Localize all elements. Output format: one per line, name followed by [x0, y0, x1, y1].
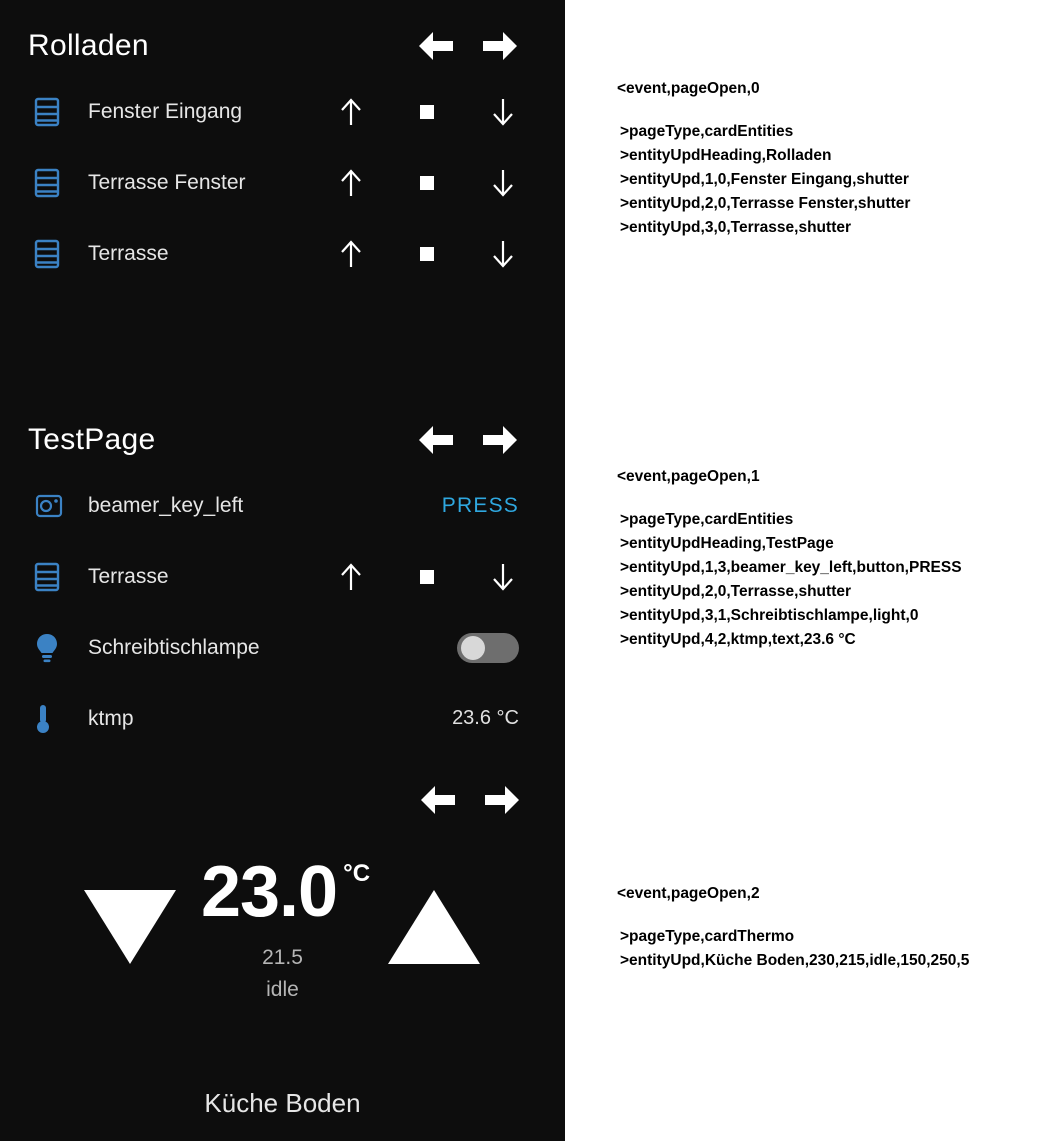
- log-line: >entityUpd,2,0,Terrasse Fenster,shutter: [620, 195, 911, 213]
- log-event: <event,pageOpen,0: [617, 80, 760, 97]
- panel-header: [0, 16, 565, 76]
- nav-arrows: [419, 783, 521, 817]
- shutter-icon: [34, 239, 80, 269]
- log-line: >entityUpd,Küche Boden,230,215,idle,150,250,5: [620, 952, 970, 970]
- temperature-unit: °C: [343, 860, 371, 887]
- list-item[interactable]: [34, 612, 541, 683]
- log-lines: [617, 925, 969, 973]
- list-item[interactable]: [34, 218, 541, 289]
- shutter-controls: [311, 168, 541, 198]
- log-line: >entityUpd,3,1,Schreibtischlampe,light,0: [620, 607, 919, 625]
- log-line: >entityUpd,1,3,beamer_key_left,button,PRESS: [620, 559, 962, 577]
- card-entities-testpage: [0, 410, 565, 754]
- thermo-state: idle: [266, 978, 299, 1001]
- list-item-label: Terrasse: [88, 564, 169, 588]
- shutter-controls: [311, 562, 541, 592]
- light-control: [311, 633, 541, 663]
- shutter-icon: [34, 562, 80, 592]
- list-item[interactable]: [34, 470, 541, 541]
- shutter-down-icon[interactable]: [465, 97, 541, 127]
- log-line: >pageType,cardEntities: [620, 511, 794, 528]
- log-event: <event,pageOpen,1: [617, 468, 760, 485]
- list-item[interactable]: [34, 147, 541, 218]
- shutter-up-icon[interactable]: [313, 562, 389, 592]
- shutter-icon: [34, 97, 80, 127]
- previous-page-icon[interactable]: [419, 783, 457, 817]
- shutter-down-icon[interactable]: [465, 168, 541, 198]
- previous-page-icon[interactable]: [417, 423, 455, 457]
- current-temperature: [0, 852, 565, 932]
- card-thermo: [0, 772, 565, 1118]
- thermo-name: Küche Boden: [204, 1088, 361, 1118]
- list-item-label: Fenster Eingang: [88, 99, 243, 123]
- list-item-label: beamer_key_left: [88, 493, 244, 517]
- list-item[interactable]: [34, 541, 541, 612]
- log-block: [617, 80, 910, 240]
- bulb-icon: [34, 632, 80, 664]
- entity-rows: [0, 470, 565, 754]
- current-temperature-value: 23.0: [200, 852, 338, 932]
- nav-arrows: [417, 29, 519, 63]
- light-toggle[interactable]: [457, 633, 519, 663]
- list-item-label: Schreibtischlampe: [88, 635, 260, 659]
- log-lines: [617, 120, 910, 240]
- log-panel: [565, 0, 1045, 1141]
- next-page-icon[interactable]: [481, 423, 519, 457]
- log-block: [617, 885, 969, 973]
- shutter-up-icon[interactable]: [313, 239, 389, 269]
- toggle-knob: [461, 636, 485, 660]
- beamer-icon: [34, 491, 80, 521]
- log-line: >entityUpdHeading,TestPage: [620, 535, 834, 553]
- shutter-up-icon[interactable]: [313, 97, 389, 127]
- shutter-icon: [34, 168, 80, 198]
- shutter-up-icon[interactable]: [313, 168, 389, 198]
- log-lines: [617, 508, 962, 652]
- log-line: >pageType,cardThermo: [620, 928, 795, 945]
- press-button[interactable]: PRESS: [441, 493, 519, 517]
- log-line: >pageType,cardEntities: [620, 123, 794, 140]
- shutter-stop-icon[interactable]: [389, 243, 465, 265]
- target-temperature: 21.5: [262, 946, 303, 969]
- page-title: TestPage: [28, 423, 156, 456]
- list-item-label: ktmp: [88, 706, 134, 730]
- next-page-icon[interactable]: [483, 783, 521, 817]
- list-item[interactable]: [34, 76, 541, 147]
- thermo-body: [0, 828, 565, 1058]
- log-line: >entityUpdHeading,Rolladen: [620, 147, 832, 165]
- entity-value: 23.6 °C: [452, 707, 519, 729]
- page-title: Rolladen: [28, 29, 149, 62]
- toggle-wrap: [311, 633, 541, 663]
- log-line: >entityUpd,3,0,Terrasse,shutter: [620, 219, 852, 237]
- log-line: >entityUpd,1,0,Fenster Eingang,shutter: [620, 171, 909, 189]
- shutter-down-icon[interactable]: [465, 239, 541, 269]
- entity-rows: [0, 76, 565, 289]
- card-entities-rolladen: [0, 16, 565, 289]
- shutter-stop-icon[interactable]: [389, 172, 465, 194]
- list-item-label: Terrasse Fenster: [88, 170, 246, 194]
- log-block: [617, 468, 962, 652]
- log-line: >entityUpd,4,2,ktmp,text,23.6 °C: [620, 631, 856, 649]
- log-event: <event,pageOpen,2: [617, 885, 760, 902]
- panel-header: [0, 410, 565, 470]
- shutter-down-icon[interactable]: [465, 562, 541, 592]
- shutter-controls: [311, 239, 541, 269]
- list-item-label: Terrasse: [88, 241, 169, 265]
- button-control: [311, 494, 541, 518]
- log-line: >entityUpd,2,0,Terrasse,shutter: [620, 583, 852, 601]
- thermo-header: [0, 772, 565, 828]
- next-page-icon[interactable]: [481, 29, 519, 63]
- text-value: [311, 707, 541, 730]
- thermometer-icon: [34, 703, 80, 735]
- shutter-controls: [311, 97, 541, 127]
- shutter-stop-icon[interactable]: [389, 566, 465, 588]
- nav-arrows: [417, 423, 519, 457]
- list-item[interactable]: [34, 683, 541, 754]
- shutter-stop-icon[interactable]: [389, 101, 465, 123]
- previous-page-icon[interactable]: [417, 29, 455, 63]
